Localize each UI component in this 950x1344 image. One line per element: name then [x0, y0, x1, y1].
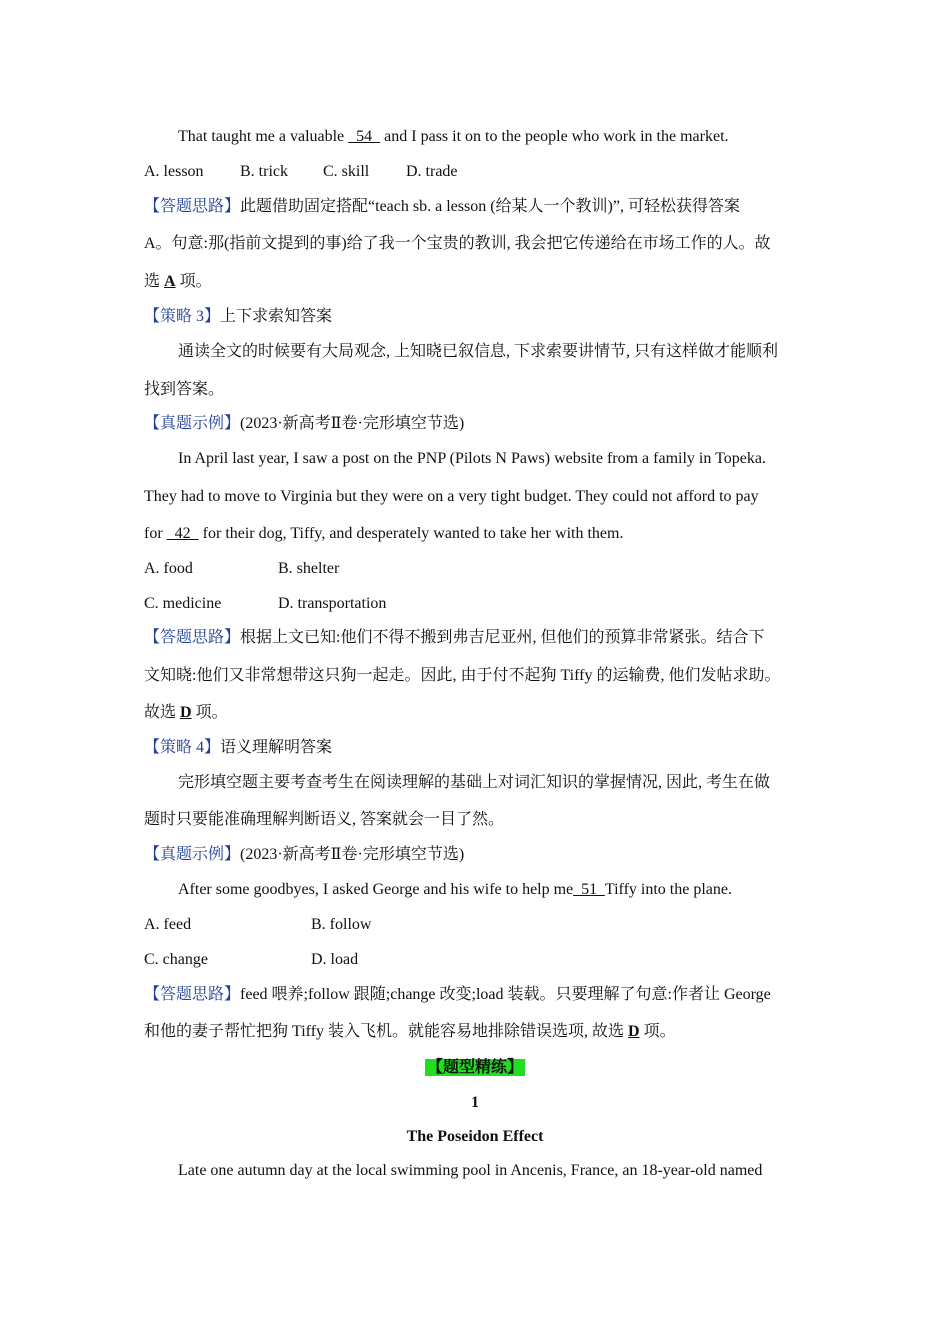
example1-passage-line-2: They had to move to Virginia but they were on a very tight budget. They could not afford to pay — [144, 488, 759, 505]
q54-analysis-line-3: 选 A 项。 — [144, 273, 212, 290]
example2-analysis-line-1: 【答题思路】feed 喂养;follow 跟随;change 改变;load 装载。只要理解了句意:作者让 George — [144, 986, 771, 1003]
example2-options-row-2 — [144, 950, 358, 970]
example1-passage-line-1: In April last year, I saw a post on the PNP (Pilots N Paws) website from a family in Topeka. — [178, 450, 766, 467]
option-d: D. trade — [406, 163, 458, 180]
q54-options — [144, 162, 458, 182]
option-b: B. trick — [240, 163, 288, 180]
strategy3-body-line-1: 通读全文的时候要有大局观念, 上知晓已叙信息, 下求索要讲情节, 只有这样做才能顺利 — [178, 343, 779, 360]
analysis-tag: 【答题思路】 — [144, 629, 241, 646]
example1-analysis-line-3: 故选 D 项。 — [144, 704, 228, 721]
strategy3-heading: 【策略 3】上下求索知答案 — [144, 308, 333, 325]
strategy-tag: 【策略 4】 — [144, 739, 221, 756]
option-a: A. food — [144, 560, 193, 577]
option-d: D. transportation — [278, 595, 387, 612]
example2-passage: After some goodbyes, I asked George and his wife to help me 51 Tiffy into the plane. — [178, 881, 732, 898]
strategy4-body-line-1: 完形填空题主要考查考生在阅读理解的基础上对词汇知识的掌握情况, 因此, 考生在做 — [178, 774, 771, 791]
example1-passage-line-3: for 42 for their dog, Tiffy, and desperately wanted to take her with them. — [144, 525, 624, 542]
analysis-tag: 【答题思路】 — [144, 198, 241, 215]
strategy-tag: 【策略 3】 — [144, 308, 221, 325]
option-b: B. follow — [311, 916, 372, 933]
example-tag: 【真题示例】 — [144, 846, 241, 863]
option-c: C. change — [144, 951, 208, 968]
answer-letter: D — [628, 1023, 640, 1040]
practice-number: 1 — [471, 1094, 479, 1111]
example1-heading: 【真题示例】(2023·新高考Ⅱ卷·完形填空节选) — [144, 415, 465, 432]
strategy3-body-line-2: 找到答案。 — [144, 381, 225, 398]
practice-title: The Poseidon Effect — [406, 1128, 544, 1145]
option-d: D. load — [311, 951, 359, 968]
example1-options-row-1 — [144, 559, 339, 579]
q54-blank: 54 — [348, 128, 381, 145]
example1-options-row-2 — [144, 594, 386, 614]
strategy4-body-line-2: 题时只要能准确理解判断语义, 答案就会一目了然。 — [144, 811, 505, 828]
example1-blank: 42 — [166, 525, 199, 542]
example2-analysis-line-2: 和他的妻子帮忙把狗 Tiffy 装入飞机。就能容易地排除错误选项, 故选 D 项。 — [144, 1023, 676, 1040]
option-a: A. feed — [144, 916, 192, 933]
answer-letter: A — [164, 273, 176, 290]
example1-analysis-line-1: 【答题思路】根据上文已知:他们不得不搬到弗吉尼亚州, 但他们的预算非常紧张。结合下 — [144, 629, 765, 646]
example2-heading: 【真题示例】(2023·新高考Ⅱ卷·完形填空节选) — [144, 846, 465, 863]
practice-passage-line-1: Late one autumn day at the local swimming pool in Ancenis, France, an 18-year-old named — [178, 1162, 763, 1179]
example1-analysis-line-2: 文知晓:他们又非常想带这只狗一起走。因此, 由于付不起狗 Tiffy 的运输费, 他们发帖求助。 — [144, 667, 781, 684]
analysis-tag: 【答题思路】 — [144, 986, 241, 1003]
q54-sentence: That taught me a valuable 54 and I pass it on to the people who work in the market. — [178, 128, 729, 145]
example2-options-row-1 — [144, 915, 371, 935]
strategy4-heading: 【策略 4】语义理解明答案 — [144, 739, 333, 756]
q54-analysis-line-2: A。句意:那(指前文提到的事)给了我一个宝贵的教训, 我会把它传递给在市场工作的人。故 — [144, 235, 771, 252]
practice-heading — [0, 1058, 950, 1078]
example-tag: 【真题示例】 — [144, 415, 241, 432]
q54-analysis-line-1: 【答题思路】此题借助固定搭配“teach sb. a lesson (给某人一个教训)”, 可轻松获得答案 — [144, 198, 740, 215]
example2-blank: 51 — [573, 881, 605, 898]
option-a: A. lesson — [144, 163, 204, 180]
option-c: C. medicine — [144, 595, 222, 612]
answer-letter: D — [180, 704, 192, 721]
option-c: C. skill — [323, 163, 370, 180]
practice-heading-label: 【题型精练】 — [426, 1059, 523, 1076]
option-b: B. shelter — [278, 560, 340, 577]
